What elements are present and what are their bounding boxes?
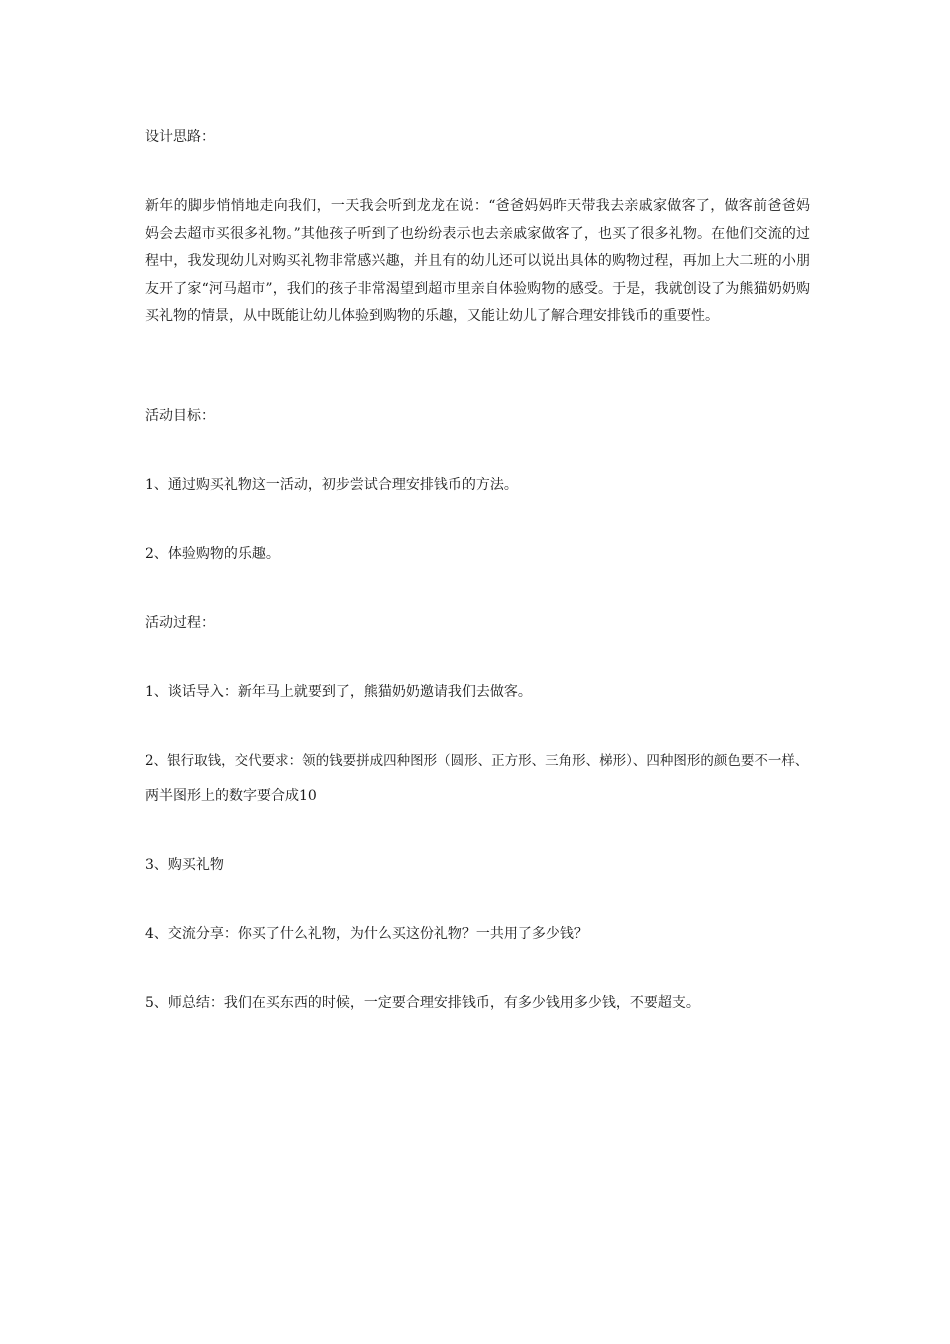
process-heading: 活动过程： (145, 615, 215, 631)
process-step-1: 1、谈话导入：新年马上就要到了，熊猫奶奶邀请我们去做客。 (145, 684, 532, 700)
process-step-3: 3、购买礼物 (145, 857, 224, 873)
goal-item-1: 1、通过购买礼物这一活动，初步尝试合理安排钱币的方法。 (145, 477, 518, 493)
design-paragraph: 新年的脚步悄悄地走向我们，一天我会听到龙龙在说：“爸爸妈妈昨天带我去亲戚家做客了，做客前爸爸妈妈会去超市买很多礼物。”其他孩子听到了也纷纷表示也去亲戚家做客了，也买了很多礼物。在他们交流的过程中，我发现幼儿对购买礼物非常感兴趣，并且有的幼儿还可以说出具体的购物过程，再加上大二班的小朋友开了家“河马超市”，我们的孩子非常渴望到超市里亲自体验购物的感受。于是，我就创设了为熊猫奶奶购买礼物的情景，从中既能让幼儿体验到购物的乐趣，又能让幼儿了解合理安排钱币的重要性。 (145, 198, 810, 324)
goals-heading: 活动目标： (145, 408, 215, 424)
design-heading: 设计思路： (145, 129, 215, 145)
process-step-2-line-2: 两半图形上的数字要合成10 (145, 788, 317, 804)
process-step-2-line-1: 2、银行取钱，交代要求：领的钱要拼成四种图形（圆形、正方形、三角形、梯形）、四种图形的颜色要不一样、 (145, 753, 809, 769)
goal-item-2: 2、体验购物的乐趣。 (145, 546, 280, 562)
process-step-4: 4、交流分享：你买了什么礼物，为什么买这份礼物？一共用了多少钱？ (145, 926, 588, 942)
process-step-5: 5、师总结：我们在买东西的时候，一定要合理安排钱币，有多少钱用多少钱，不要超支。 (145, 995, 700, 1011)
